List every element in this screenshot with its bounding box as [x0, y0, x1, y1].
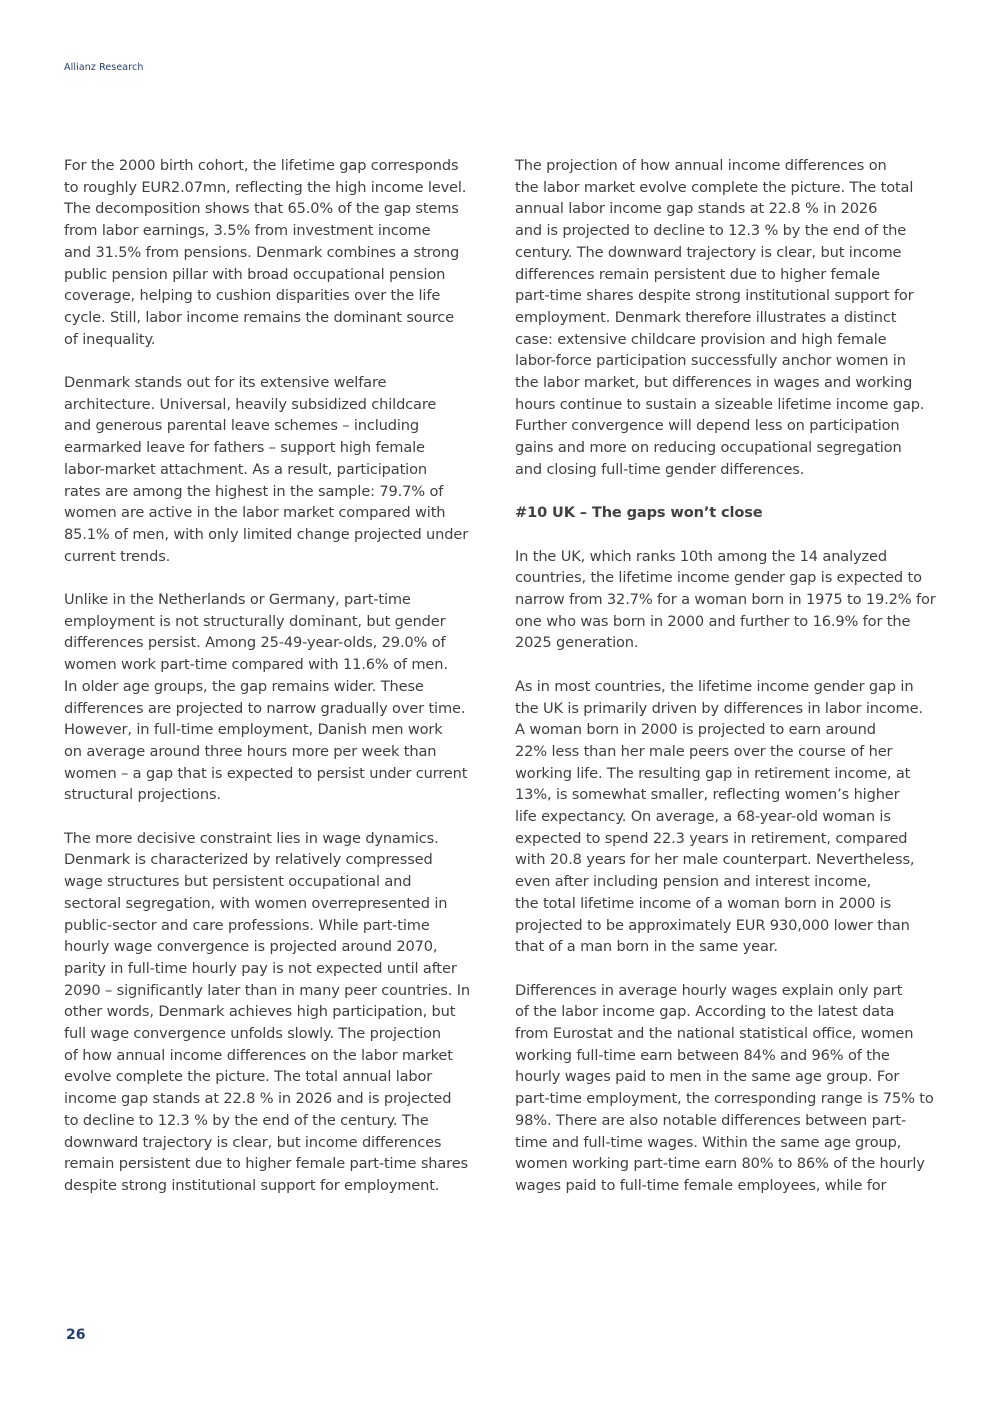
- right-column: [515, 155, 936, 1218]
- page-number: 26: [66, 1327, 86, 1343]
- text-line: labor-market attachment. As a result, participation: [64, 460, 427, 478]
- paragraph: [64, 155, 476, 350]
- text-line: 22% less than her male peers over the course of her: [515, 742, 893, 760]
- text-line: hourly wages paid to men in the same age group. For: [515, 1068, 900, 1086]
- text-line: women working part-time earn 80% to 86% of the hourly: [515, 1155, 925, 1173]
- text-line: women – a gap that is expected to persist under current: [64, 764, 468, 782]
- text-line: time and full-time wages. Within the same age group,: [515, 1133, 902, 1151]
- text-line: women are active in the labor market compared with: [64, 504, 446, 522]
- text-line: labor-force participation successfully anchor women in: [515, 352, 906, 370]
- text-line: The more decisive constraint lies in wage dynamics.: [64, 829, 439, 847]
- text-line: working life. The resulting gap in retirement income, at: [515, 764, 911, 782]
- text-line: However, in full-time employment, Danish men work: [64, 721, 443, 739]
- text-line: to roughly EUR2.07mn, reflecting the high income level.: [64, 178, 467, 196]
- text-line: employment is not structurally dominant, but gender: [64, 612, 446, 630]
- text-line: For the 2000 birth cohort, the lifetime gap corresponds: [64, 157, 459, 174]
- text-line: despite strong institutional support for employment.: [64, 1177, 440, 1194]
- text-line: hourly wage convergence is projected around 2070,: [64, 938, 438, 956]
- text-line: of the labor income gap. According to the latest data: [515, 1003, 895, 1021]
- text-line: architecture. Universal, heavily subsidized childcare: [64, 395, 437, 413]
- text-line: 85.1% of men, with only limited change projected under: [64, 525, 469, 543]
- text-line: that of a man born in the same year.: [515, 938, 778, 956]
- text-line: downward trajectory is clear, but income differences: [64, 1133, 442, 1151]
- text-line: differences persist. Among 25-49-year-olds, 29.0% of: [64, 634, 446, 652]
- text-line: of how annual income differences on the labor market: [64, 1046, 453, 1064]
- text-line: earmarked leave for fathers – support high female: [64, 439, 425, 457]
- text-line: 2025 generation.: [515, 634, 639, 652]
- text-line: narrow from 32.7% for a woman born in 1975 to 19.2% for: [515, 591, 936, 609]
- paragraph: [515, 676, 927, 958]
- text-line: life expectancy. On average, a 68-year-old woman is: [515, 808, 891, 826]
- text-line: parity in full-time hourly pay is not expected until after: [64, 959, 457, 977]
- text-line: cycle. Still, labor income remains the dominant source: [64, 308, 454, 326]
- text-line: and 31.5% from pensions. Denmark combines a strong: [64, 243, 460, 261]
- text-line: evolve complete the picture. The total annual labor: [64, 1068, 433, 1086]
- text-line: and is projected to decline to 12.3 % by the end of the: [515, 222, 907, 240]
- text-line: working full-time earn between 84% and 96% of the: [515, 1046, 890, 1064]
- text-line: The decomposition shows that 65.0% of the gap stems: [64, 200, 459, 218]
- paragraph: [515, 980, 934, 1197]
- text-line: 2090 – significantly later than in many peer countries. In: [64, 981, 470, 999]
- text-line: In older age groups, the gap remains wider. These: [64, 677, 424, 695]
- text-line: wage structures but persistent occupational and: [64, 873, 412, 891]
- text-line: 98%. There are also notable differences between part-: [515, 1111, 907, 1129]
- paragraph: [515, 546, 936, 655]
- text-line: case: extensive childcare provision and high female: [515, 330, 887, 348]
- text-line: from Eurostat and the national statistical office, women: [515, 1025, 914, 1043]
- text-line: employment. Denmark therefore illustrates a distinct: [515, 308, 897, 326]
- text-line: Denmark stands out for its extensive welfare: [64, 374, 387, 392]
- text-line: even after including pension and interest income,: [515, 873, 872, 891]
- text-line: full wage convergence unfolds slowly. The projection: [64, 1025, 441, 1043]
- text-line: women work part-time compared with 11.6% of men.: [64, 656, 448, 674]
- text-line: Differences in average hourly wages explain only part: [515, 981, 903, 999]
- text-line: differences are projected to narrow gradually over time.: [64, 699, 466, 717]
- text-line: with 20.8 years for her male counterpart. Nevertheless,: [515, 851, 915, 869]
- text-line: Unlike in the Netherlands or Germany, part-time: [64, 591, 411, 609]
- text-line: of inequality.: [64, 330, 156, 348]
- text-line: Further convergence will depend less on participation: [515, 417, 900, 435]
- paragraph: [515, 155, 927, 481]
- text-line: projected to be approximately EUR 930,000 lower than: [515, 916, 910, 934]
- text-line: differences remain persistent due to higher female: [515, 265, 880, 283]
- left-column: [64, 155, 476, 1218]
- text-line: and generous parental leave schemes – including: [64, 417, 420, 435]
- text-line: Denmark is characterized by relatively compressed: [64, 851, 433, 869]
- text-line: one who was born in 2000 and further to 16.9% for the: [515, 612, 911, 630]
- text-line: current trends.: [64, 547, 171, 565]
- text-line: on average around three hours more per week than: [64, 742, 437, 760]
- text-line: income gap stands at 22.8 % in 2026 and is projected: [64, 1090, 452, 1108]
- text-line: public-sector and care professions. While part-time: [64, 916, 430, 934]
- text-line: In the UK, which ranks 10th among the 14 analyzed: [515, 547, 887, 565]
- text-line: part-time employment, the corresponding range is 75% to: [515, 1090, 934, 1108]
- text-line: As in most countries, the lifetime income gender gap in: [515, 677, 914, 695]
- text-line: A woman born in 2000 is projected to earn around: [515, 721, 876, 739]
- text-line: century. The downward trajectory is clear, but income: [515, 243, 902, 261]
- text-line: hours continue to sustain a sizeable lifetime income gap.: [515, 395, 925, 413]
- paragraph: [64, 372, 476, 567]
- text-line: the total lifetime income of a woman born in 2000 is: [515, 894, 892, 912]
- text-line: rates are among the highest in the sample: 79.7% of: [64, 482, 444, 500]
- text-line: The projection of how annual income differences on: [515, 157, 887, 174]
- text-line: 13%, is somewhat smaller, reflecting women’s higher: [515, 786, 900, 804]
- paragraph: [64, 828, 476, 1197]
- text-line: the labor market, but differences in wages and working: [515, 374, 913, 392]
- text-line: gains and more on reducing occupational segregation: [515, 439, 902, 457]
- text-line: other words, Denmark achieves high participation, but: [64, 1003, 456, 1021]
- text-line: remain persistent due to higher female part-time shares: [64, 1155, 468, 1173]
- text-line: the labor market evolve complete the picture. The total: [515, 178, 914, 196]
- text-line: public pension pillar with broad occupational pension: [64, 265, 446, 283]
- paragraph: [64, 589, 476, 806]
- text-line: structural projections.: [64, 786, 221, 804]
- text-line: and closing full-time gender differences.: [515, 460, 805, 478]
- text-line: wages paid to full-time female employees, while for: [515, 1176, 887, 1194]
- text-line: part-time shares despite strong institutional support for: [515, 287, 914, 305]
- text-line: to decline to 12.3 % by the end of the century. The: [64, 1111, 429, 1129]
- text-line: countries, the lifetime income gender gap is expected to: [515, 569, 922, 587]
- text-line: expected to spend 22.3 years in retirement, compared: [515, 829, 908, 847]
- text-line: sectoral segregation, with women overrepresented in: [64, 894, 448, 912]
- text-line: annual labor income gap stands at 22.8 % in 2026: [515, 200, 878, 218]
- header-brand: Allianz Research: [64, 62, 144, 73]
- text-line: coverage, helping to cushion disparities over the life: [64, 287, 441, 305]
- section-heading: #10 UK – The gaps won’t close: [515, 504, 763, 522]
- text-line: the UK is primarily driven by differences in labor income.: [515, 699, 923, 717]
- text-line: from labor earnings, 3.5% from investment income: [64, 222, 431, 240]
